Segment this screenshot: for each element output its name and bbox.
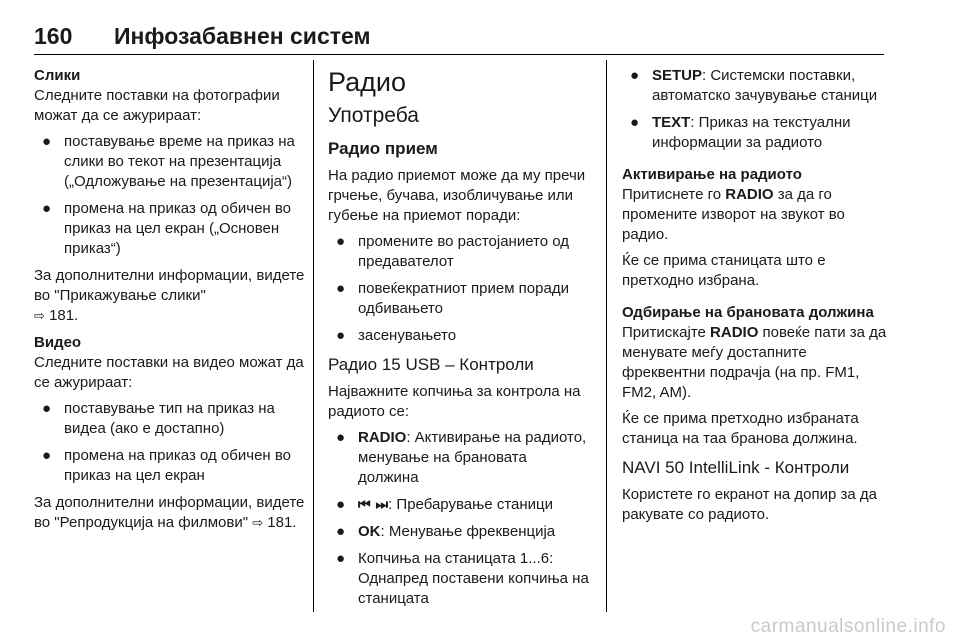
video-intro: Следните поставки на видео можат да се ажурираат: <box>34 354 304 391</box>
reception-list <box>328 232 590 346</box>
slike-more-info: За дополнителни информации, видете во "Прикажување слики" ⇨ 181. <box>34 267 305 324</box>
slike-heading: Слики <box>34 67 81 84</box>
watermark: carmanualsonline.info <box>750 616 946 637</box>
bullet-icon: ● <box>630 114 640 131</box>
list-item: ● RADIO: Активирање на радиото, менување на брановата должина <box>336 429 587 486</box>
page-number: 160 <box>34 23 73 49</box>
band-heading: Одбирање на брановата должина <box>622 304 874 321</box>
activate-text: Притиснете го RADIO за да го промените изворот на звукот во радио. <box>622 186 845 243</box>
list-item: ● ⏮ ⏭: Пребарување станици <box>336 496 553 513</box>
column-2 <box>328 66 590 616</box>
controls-list-continued <box>622 66 890 153</box>
radio-title: Радио <box>328 67 406 97</box>
ok-key-label: OK <box>358 523 381 540</box>
video-list <box>34 399 306 486</box>
list-item: ● SETUP: Системски поставки, автоматско зачувување станици <box>630 67 878 104</box>
list-item: ● повеќекратниот прием поради одбивањето <box>336 280 569 317</box>
reception-intro: На радио приемот може да му пречи грчење, бучава, изобличување или губење на приемот поради: <box>328 167 586 224</box>
page-ref[interactable]: 181. <box>267 514 297 531</box>
column-divider-1 <box>313 60 314 612</box>
list-item: ● TEXT: Приказ на текстуални информации за радиото <box>630 114 851 151</box>
bullet-icon: ● <box>336 233 346 250</box>
list-item: ● Копчиња на станицата 1...6: Однапред поставени копчиња на станицата <box>336 550 589 607</box>
navi-text: Користете го екранот на допир за да ракувате со радиото. <box>622 486 878 523</box>
page-ref-arrow-icon: ⇨ <box>34 309 45 324</box>
bullet-icon: ● <box>42 447 52 464</box>
bullet-icon: ● <box>42 200 52 217</box>
activate-note: Ќе се прима станицата што е претходно избрана. <box>622 252 826 289</box>
band-text: Притискајте RADIO повеќе пати за да менувате меѓу достапните фреквентни подрачја (на пр. FM1, FM2, AM). <box>622 324 887 401</box>
slike-list <box>34 132 306 259</box>
list-item: ● промените во растојанието од предавателот <box>336 233 570 270</box>
controls-intro: Најважните копчиња за контрола на радиото се: <box>328 383 581 420</box>
bullet-icon: ● <box>630 67 640 84</box>
page-ref-arrow-icon: ⇨ <box>252 516 264 531</box>
activate-heading: Активирање на радиото <box>622 166 802 183</box>
bullet-icon: ● <box>336 429 346 446</box>
bullet-icon: ● <box>336 496 346 513</box>
bullet-icon: ● <box>336 280 346 297</box>
navi-heading: NAVI 50 IntelliLink - Контроли <box>622 458 850 477</box>
bullet-icon: ● <box>42 133 52 150</box>
slike-intro: Следните поставки на фотографии можат да се ажурираат: <box>34 87 280 124</box>
bullet-icon: ● <box>42 400 52 417</box>
band-note: Ќе се прима претходно избраната станица на таа бранова должина. <box>622 410 859 447</box>
column-3 <box>622 66 890 531</box>
controls-heading: Радио 15 USB – Контроли <box>328 355 534 374</box>
radio-key-label: RADIO <box>710 324 759 341</box>
column-1 <box>34 66 306 540</box>
usage-subtitle: Употреба <box>328 104 419 127</box>
video-heading: Видео <box>34 334 82 351</box>
reception-heading: Радио прием <box>328 139 438 158</box>
bullet-icon: ● <box>336 327 346 344</box>
list-item: ● OK: Менување фреквенција <box>336 523 556 540</box>
radio-key-label: RADIO <box>725 186 774 203</box>
list-item: ● поставување време на приказ на слики во текот на презентација („Одложување на презентација“) <box>42 133 295 190</box>
seek-buttons-icon: ⏮ ⏭ <box>358 497 389 513</box>
column-divider-2 <box>606 60 607 612</box>
setup-key-label: SETUP <box>652 67 703 84</box>
list-item: ● промена на приказ од обичен во приказ на цел екран („Основен приказ“) <box>42 200 291 257</box>
controls-list <box>328 428 590 609</box>
text-key-label: TEXT <box>652 114 691 131</box>
list-item: ● промена на приказ од обичен во приказ на цел екран <box>42 447 291 484</box>
bullet-icon: ● <box>336 523 346 540</box>
list-item: ● поставување тип на приказ на видеа (ако е достапно) <box>42 400 275 437</box>
radio-key-label: RADIO <box>358 429 407 446</box>
video-more-info: За дополнителни информации, видете во "Репродукција на филмови" ⇨ 181. <box>34 494 305 531</box>
page-header <box>34 20 884 55</box>
section-title: Инфозабавнен систем <box>114 23 371 49</box>
page-ref[interactable]: 181. <box>49 307 79 324</box>
list-item: ● засенувањето <box>336 327 457 344</box>
bullet-icon: ● <box>336 550 346 567</box>
